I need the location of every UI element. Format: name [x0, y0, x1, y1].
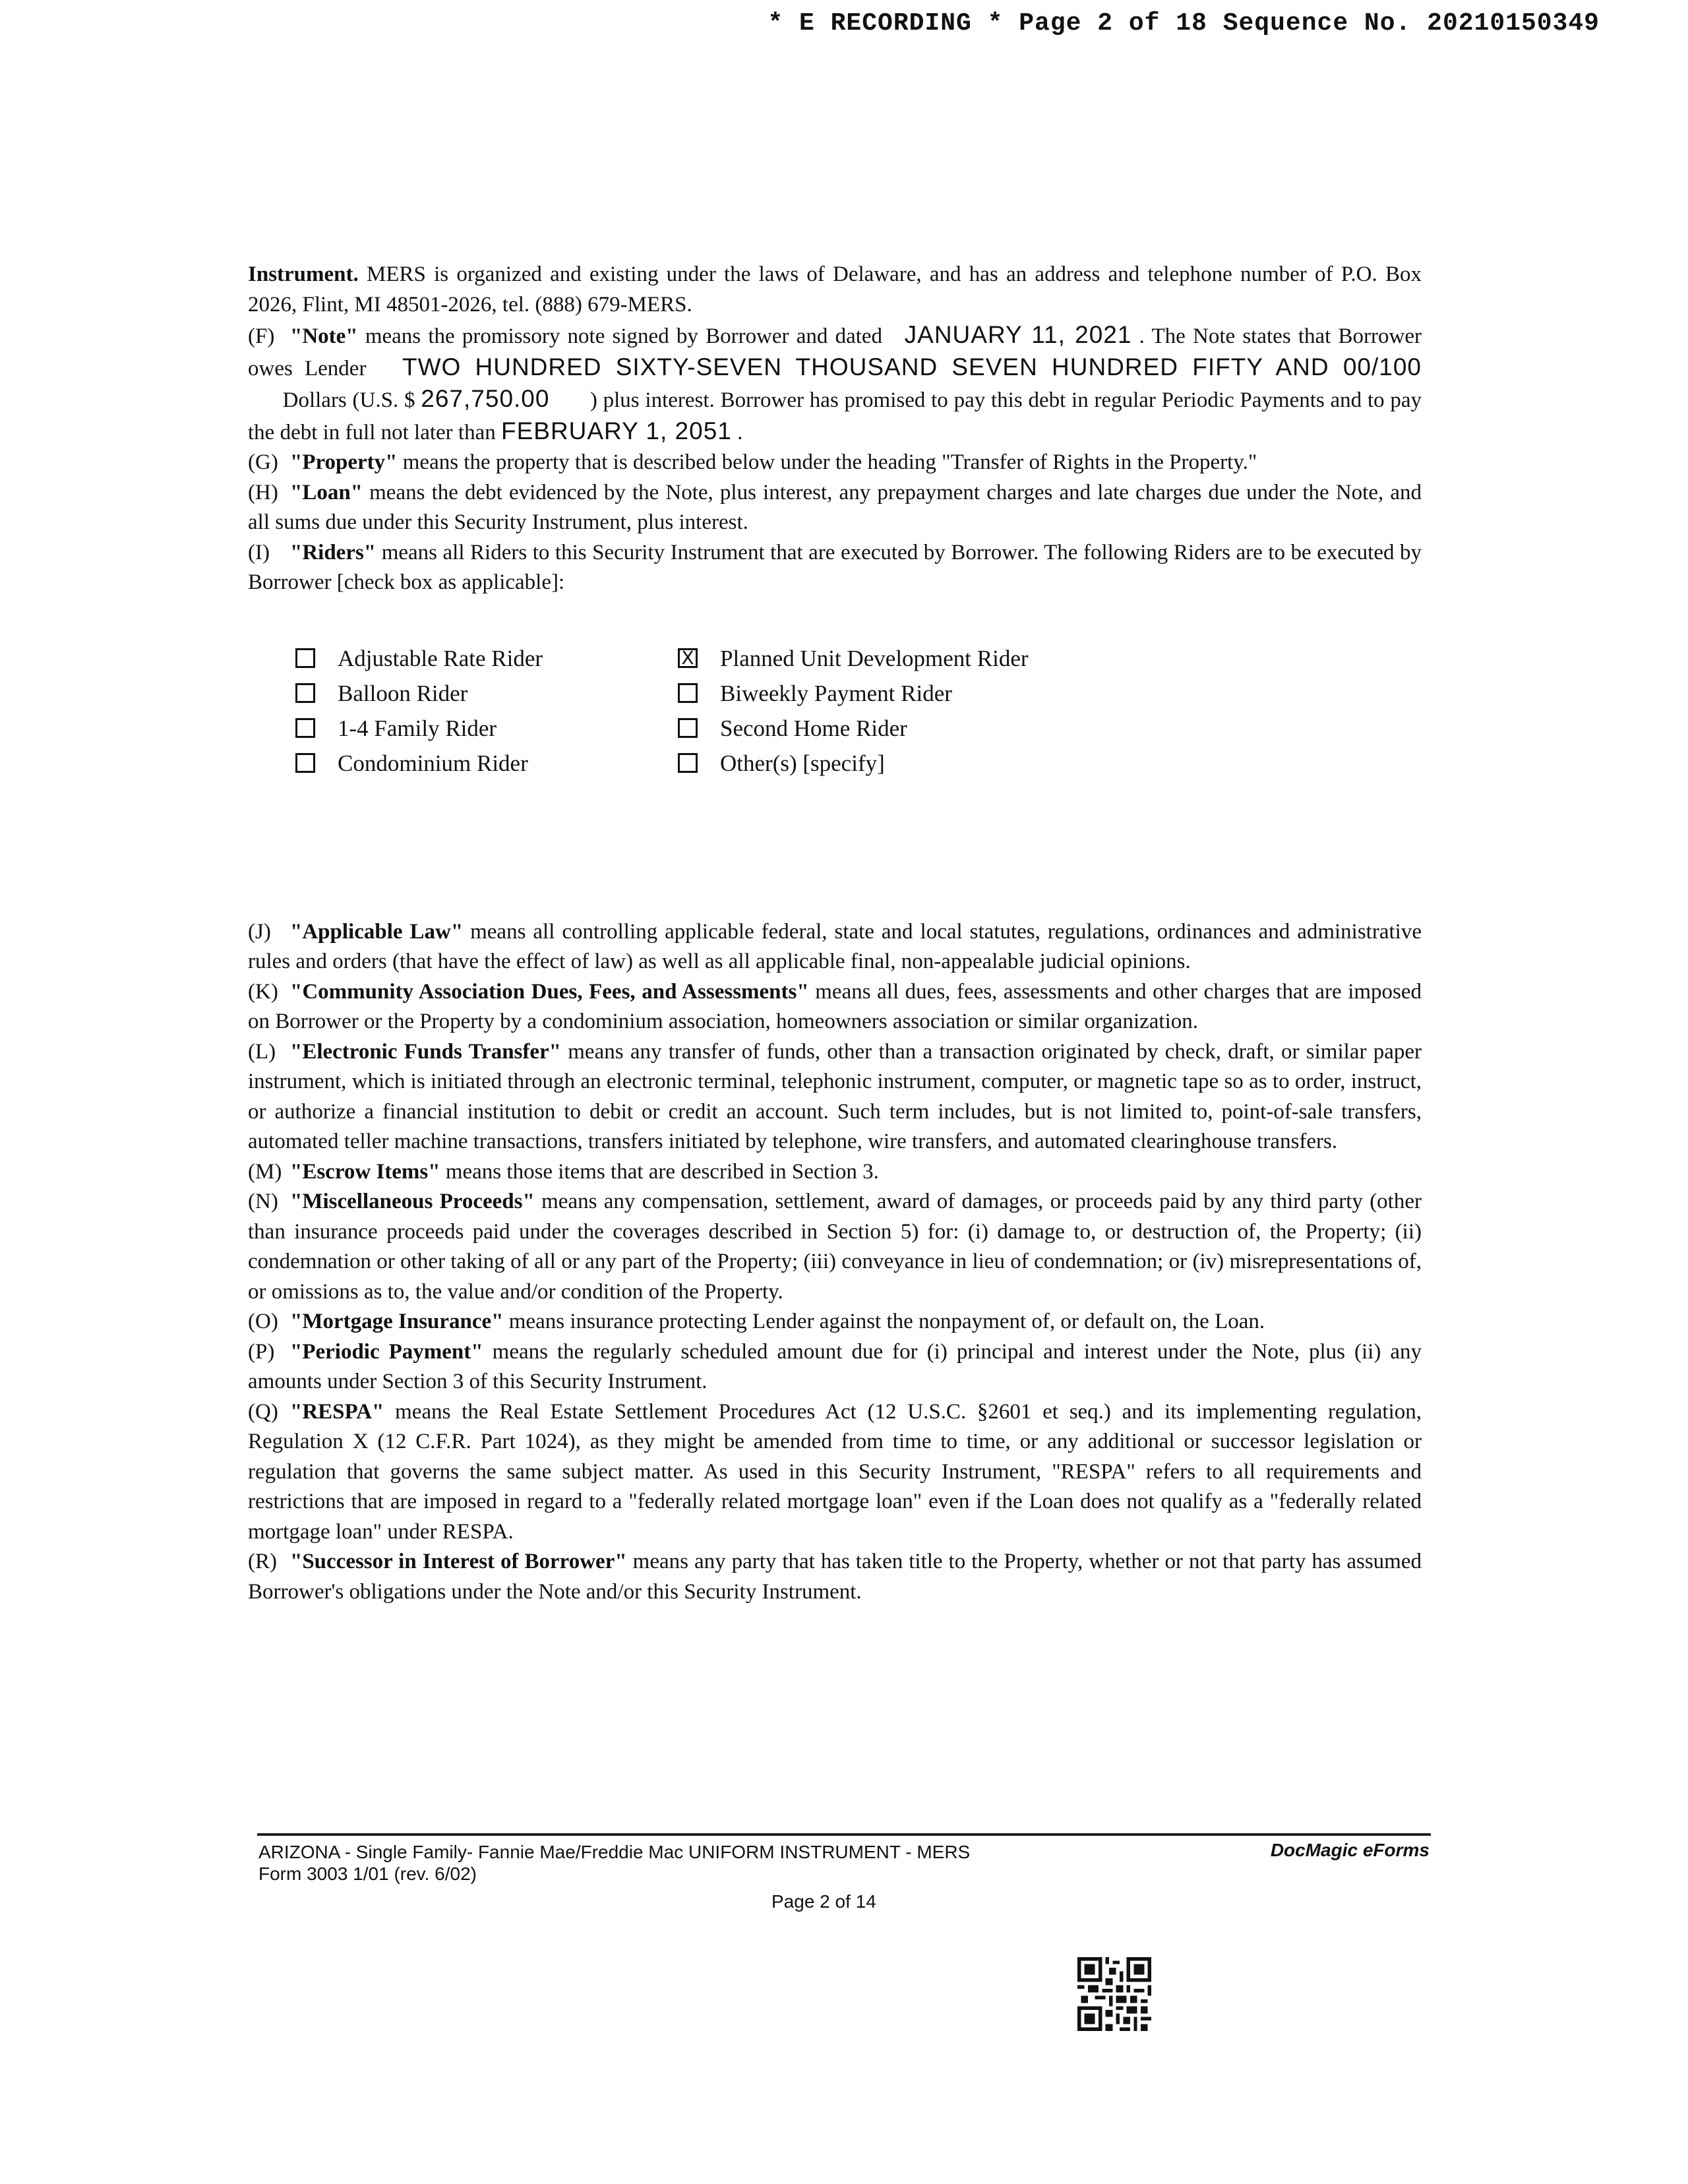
definition-label: (P) [248, 1339, 275, 1364]
rider-1-4-family [295, 713, 678, 744]
rider-label: 1-4 Family Rider [338, 715, 497, 741]
footer-form-info [258, 1841, 970, 1885]
rider-second-home [678, 713, 1087, 744]
intro-text: MERS is organized and existing under the laws of Delaware, and has an address and telephone number of P.O. Box 2026, Flint, MI 48501-2026, tel. (888) 679-MERS. [248, 262, 1422, 317]
definition-label: (J) [248, 919, 271, 944]
definition-term: "Applicable Law" [290, 919, 464, 944]
definition-successor-in-interest [248, 1547, 1422, 1607]
definition-label: (R) [248, 1550, 277, 1573]
rider-label: Biweekly Payment Rider [720, 680, 952, 706]
riders-checklist [295, 643, 1422, 779]
rider-other [678, 748, 1087, 779]
definition-text: means those items that are described in Section 3. [445, 1159, 879, 1184]
rider-label: Other(s) [specify] [720, 750, 885, 776]
note-text: Dollars (U.S. $ [282, 388, 415, 412]
rider-adjustable-rate [295, 643, 678, 674]
intro-term: Instrument. [248, 262, 359, 286]
mers-intro-paragraph [248, 260, 1422, 320]
definition-escrow-items [248, 1157, 1422, 1188]
definition-text: means the regularly scheduled amount due for (i) principal and interest under the Note, plus (ii) any amounts under Section 3 of this Security Instrument. [248, 1339, 1422, 1393]
rider-condominium [295, 748, 678, 779]
note-amount-words-field: TWO HUNDRED SIXTY-SEVEN THOUSAND SEVEN HUNDRED FIFTY AND 00/100 [402, 353, 1422, 380]
rider-planned-unit-development [678, 643, 1087, 674]
docmagic-logo: DocMagic eForms [1270, 1840, 1430, 1860]
definition-miscellaneous-proceeds [248, 1187, 1422, 1307]
rider-biweekly-payment [678, 678, 1087, 709]
definition-term: "Property" [290, 450, 398, 474]
rider-checkbox[interactable] [295, 753, 315, 773]
rider-checkbox[interactable] [295, 683, 315, 703]
note-maturity-field: FEBRUARY 1, 2051 [500, 417, 732, 444]
note-text: means the promissory note signed by Borrower and dated [365, 324, 883, 348]
definition-text: means all controlling applicable federal, state and local statutes, regulations, ordinances and administrative rules and orders (that have the effect of law) as well as all applicable final, non-appealable judicial opinions. [248, 919, 1422, 973]
definition-text: means the Real Estate Settlement Procedures Act (12 U.S.C. §2601 et seq.) and its implementing regulation, Regulation X (12 C.F.R. Part 1024), as they might be amended from time to time, or any additional or successor legislation or regulation that governs the same subject matter. As used in this Security Instrument, "RESPA" refers to all requirements and restrictions that are imposed in regard to a "federally related mortgage loan" even if the Loan does not qualify as a "federally related mortgage loan" under RESPA. [248, 1399, 1422, 1544]
definition-text: means the property that is described below under the heading "Transfer of Rights in the Property." [402, 450, 1257, 474]
definition-text: means the debt evidenced by the Note, plus interest, any prepayment charges and late charges due under the Note, and all sums due under this Security Instrument, plus interest. [248, 480, 1422, 534]
definition-electronic-funds-transfer [248, 1037, 1422, 1157]
definition-label: (N) [248, 1190, 278, 1213]
definition-term: "Loan" [290, 480, 363, 504]
rider-label: Condominium Rider [338, 750, 528, 776]
definition-label: (L) [248, 1039, 276, 1064]
definition-term: "Escrow Items" [290, 1159, 440, 1184]
definition-property [248, 448, 1422, 478]
document-body [248, 260, 1422, 1607]
definition-term: "Mortgage Insurance" [290, 1310, 504, 1333]
definition-term: "Successor in Interest of Borrower" [290, 1550, 627, 1573]
definition-label: (H) [248, 480, 278, 504]
definition-term: "Note" [290, 324, 358, 348]
definition-periodic-payment [248, 1337, 1422, 1397]
rider-checkbox[interactable] [678, 683, 698, 703]
definition-community-association-dues [248, 977, 1422, 1037]
definition-label: (O) [248, 1310, 278, 1333]
definition-term: "Electronic Funds Transfer" [290, 1039, 561, 1064]
rider-checkbox[interactable] [295, 648, 315, 668]
footer-page-number: Page 2 of 14 [771, 1891, 876, 1912]
definition-applicable-law [248, 917, 1422, 977]
definition-label: (M) [248, 1159, 282, 1184]
definition-term: "Community Association Dues, Fees, and Assessments" [290, 979, 809, 1004]
rider-checkbox[interactable] [678, 718, 698, 738]
definition-note: (F) "Note" means the promissory note signed by Borrower and dated JANUARY 11, 2021 . The Note states that Borrower owes Lender TWO HUNDRED SIXTY-SEVEN THOUSAND SEVEN HUNDRED FIFTY AND 00/100 Dollars (U.S. $ 267,750.00 ) plus interest. Borrower has promised to pay this debt in regular Periodic Payments and to pay the debt in full not later than FEBRUARY 1, 2051 . [248, 321, 1422, 444]
definition-term: "Periodic Payment" [290, 1339, 483, 1364]
definition-label: (K) [248, 979, 278, 1004]
qr-code-icon [1077, 1957, 1151, 2031]
footer-form-number: Form 3003 1/01 (rev. 6/02) [258, 1864, 477, 1884]
spacer [248, 779, 1422, 917]
definition-respa [248, 1397, 1422, 1548]
note-date-field: JANUARY 11, 2021 [904, 321, 1132, 348]
definition-text: means all Riders to this Security Instrument that are executed by Borrower. The following Riders are to be executed by Borrower [check box as applicable]: [248, 540, 1422, 594]
definition-text: means insurance protecting Lender against the nonpayment of, or default on, the Loan. [508, 1310, 1265, 1333]
definition-label: (Q) [248, 1399, 278, 1424]
rider-label: Adjustable Rate Rider [338, 645, 543, 671]
rider-balloon [295, 678, 678, 709]
rider-checkbox[interactable] [678, 753, 698, 773]
definition-label: (G) [248, 450, 278, 474]
definition-riders [248, 538, 1422, 598]
definition-text: means any party that has taken title to the Property, whether or not that party has assumed Borrower's obligations under the Note and/or this Security Instrument. [248, 1550, 1422, 1604]
recording-header: * E RECORDING * Page 2 of 18 Sequence No. 20210150349 [768, 9, 1600, 38]
definition-text: means all dues, fees, assessments and other charges that are imposed on Borrower or the Property by a condominium association, homeowners association or similar organization. [248, 979, 1422, 1033]
note-text: ) plus interest. Borrower has promised to pay this debt in regular Periodic Payments and to pay the debt in full not later than [248, 388, 1422, 444]
rider-label: Planned Unit Development Rider [720, 645, 1029, 671]
note-text: The Note states that Borrower owes Lender [248, 324, 1422, 380]
definition-text: means any transfer of funds, other than a transaction originated by check, draft, or similar paper instrument, which is initiated through an electronic terminal, telephonic instrument, computer, or magnetic tape so as to order, instruct, or authorize a financial institution to debit or credit an account. Such term includes, but is not limited to, point-of-sale transfers, automated teller machine transactions, transfers initiated by telephone, wire transfers, and automated clearinghouse transfers. [248, 1039, 1422, 1153]
definition-term: "RESPA" [290, 1399, 384, 1424]
footer-divider [257, 1833, 1431, 1836]
rider-checkbox[interactable]: X [678, 648, 698, 668]
definition-term: "Riders" [290, 540, 377, 564]
definition-term: "Miscellaneous Proceeds" [290, 1190, 535, 1213]
definition-text: means any compensation, settlement, award of damages, or proceeds paid by any third party (other than insurance proceeds paid under the coverages described in Section 5) for: (i) damage to, or destruction of, the Property; (ii) condemnation or other taking of all or any part of the Property; (iii) conveyance in lieu of condemnation; or (iv) misrepresentations of, or omissions as to, the value and/or condition of the Property. [248, 1190, 1422, 1304]
definition-mortgage-insurance [248, 1307, 1422, 1337]
definition-label: (I) [248, 540, 270, 564]
note-amount-field: 267,750.00 [421, 385, 550, 412]
definition-loan [248, 478, 1422, 538]
rider-label: Balloon Rider [338, 680, 468, 706]
footer-form-title: ARIZONA - Single Family- Fannie Mae/Freddie Mac UNIFORM INSTRUMENT - MERS [258, 1842, 971, 1862]
rider-checkbox[interactable] [295, 718, 315, 738]
rider-label: Second Home Rider [720, 715, 907, 741]
definition-label: (F) [248, 324, 275, 348]
